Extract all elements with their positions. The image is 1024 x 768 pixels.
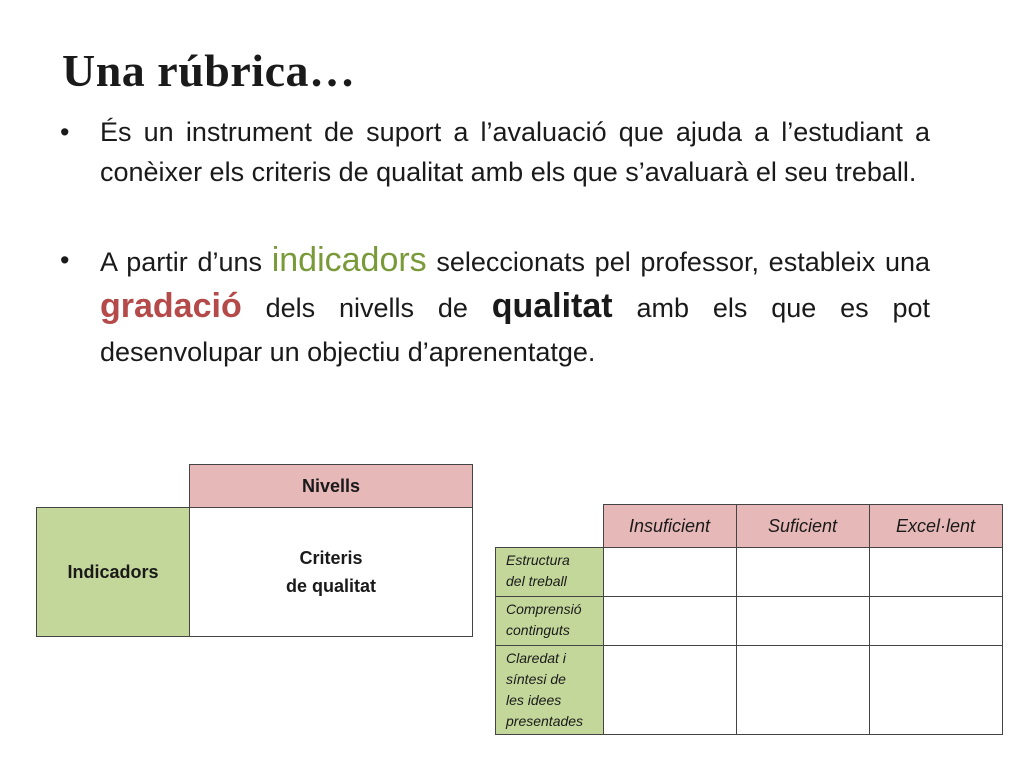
rubric-example-table — [495, 504, 1003, 735]
indicator-line: Estructura — [506, 552, 570, 568]
bullet-text-part: amb els que es pot desenvolupar un objectiu d’aprenentatge. — [100, 293, 930, 367]
indicators-header: Indicadors — [37, 508, 190, 637]
bullet-text-part: seleccionats pel professor, estableix una — [426, 247, 930, 277]
indicator-line: del treball — [506, 573, 567, 589]
table-row — [496, 597, 1003, 646]
indicator-line: continguts — [506, 622, 570, 638]
bullet-list — [60, 112, 930, 374]
grade-cell — [603, 597, 736, 646]
indicator-line: presentades — [506, 713, 584, 729]
grade-cell — [869, 548, 1002, 597]
bullet-dot: • — [60, 117, 70, 147]
table-row — [496, 548, 1003, 597]
bullet-dot: • — [60, 245, 70, 275]
indicator-line: les idees — [506, 692, 562, 708]
indicator-cell — [496, 597, 604, 646]
criteria-line: de qualitat — [285, 576, 376, 596]
table-row — [496, 646, 1003, 735]
bullet-text-part: A partir d’uns — [100, 247, 272, 277]
slide-title: Una rúbrica… — [62, 45, 356, 96]
grade-cell — [736, 646, 869, 735]
bullet-text-part: dels nivells de — [241, 293, 492, 323]
level-header: Suficient — [736, 505, 869, 548]
indicator-line: Claredat i — [506, 650, 566, 666]
rubric-structure-table — [36, 464, 473, 637]
bullet-text: És un instrument de suport a l’avaluació que ajuda a l’estudiant a conèixer els criteris de qualitat amb els que s’avaluarà el seu treball. — [100, 117, 930, 187]
grade-cell — [603, 548, 736, 597]
grade-cell — [603, 646, 736, 735]
grade-cell — [736, 548, 869, 597]
indicator-cell — [496, 646, 604, 735]
bullet-item-definition — [60, 112, 930, 192]
levels-header: Nivells — [190, 465, 473, 508]
empty-corner-cell — [496, 505, 604, 548]
criteria-line: Criteris — [299, 548, 363, 568]
grade-cell — [869, 597, 1002, 646]
level-header: Insuficient — [603, 505, 736, 548]
grade-cell — [869, 646, 1002, 735]
indicator-line: Comprensió — [506, 601, 582, 617]
empty-corner-cell — [37, 465, 190, 508]
keyword-gradacio: gradació — [100, 287, 242, 325]
indicator-cell — [496, 548, 604, 597]
keyword-indicadors: indicadors — [271, 241, 427, 279]
bullet-item-function — [60, 238, 930, 374]
keyword-qualitat: qualitat — [491, 287, 613, 325]
indicator-line: síntesi de — [506, 671, 566, 687]
grade-cell — [736, 597, 869, 646]
criteria-cell — [190, 508, 473, 637]
level-header: Excel·lent — [869, 505, 1002, 548]
